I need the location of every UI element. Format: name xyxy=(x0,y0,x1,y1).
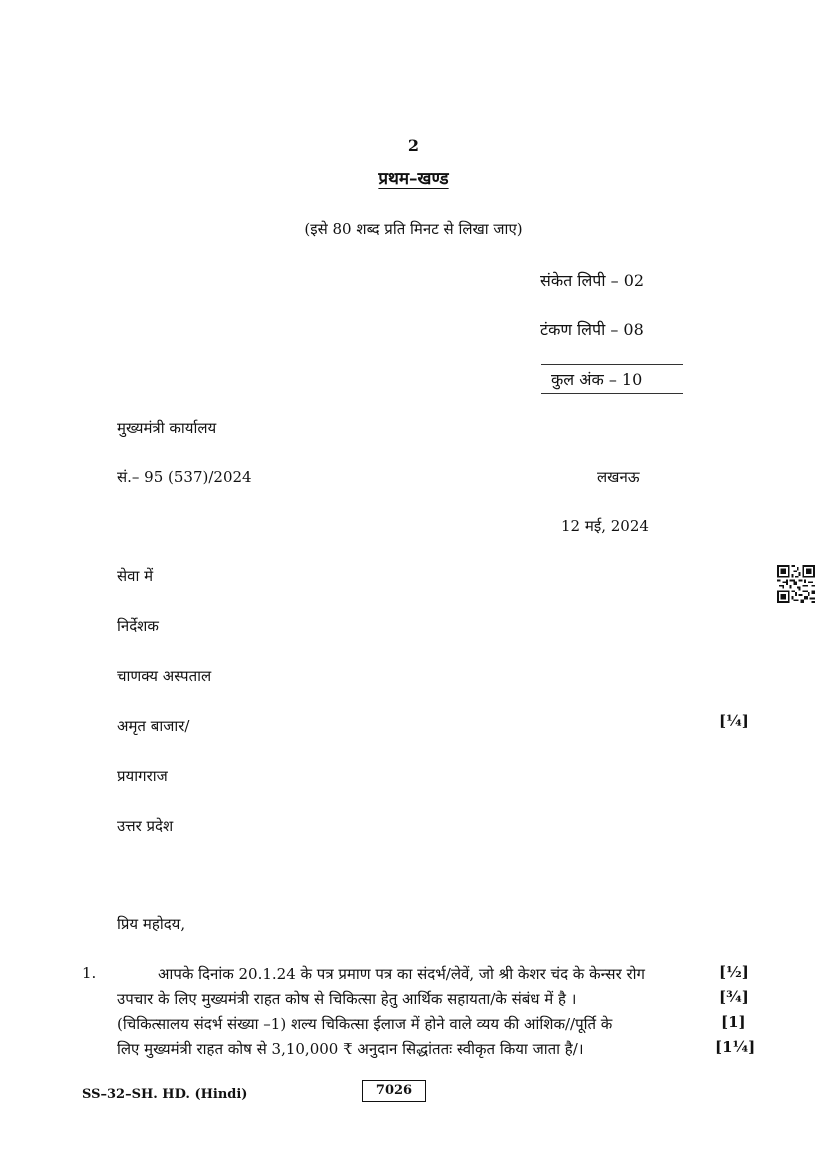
paragraph-line-4: लिए मुख्यमंत्री राहत कोष से 3,10,000 ₹ अनुदान सिद्धांततः स्वीकृत किया जाता है/। xyxy=(117,1040,584,1058)
total-marks: कुल अंक – 10 xyxy=(551,370,643,389)
salutation: प्रिय महोदय, xyxy=(117,915,186,933)
typing-marks: टंकण लिपी – 08 xyxy=(540,320,644,339)
recipient-line-1: निर्देशक xyxy=(117,617,159,635)
letter-date: 12 मई, 2024 xyxy=(561,517,649,535)
qr-code-icon xyxy=(777,565,815,603)
place: लखनऊ xyxy=(597,468,640,486)
paragraph-number: 1. xyxy=(82,964,97,982)
recipient-mark: [¼] xyxy=(719,712,749,730)
reference-number: सं.– 95 (537)/2024 xyxy=(117,468,252,486)
paragraph-mark-1: [½] xyxy=(719,963,749,981)
recipient-line-3: अमृत बाजार/ xyxy=(117,717,190,735)
marks-rule-top xyxy=(541,364,683,365)
marks-rule-bottom xyxy=(541,393,683,394)
to-line: सेवा में xyxy=(117,567,154,585)
paragraph-line-1: आपके दिनांक 20.1.24 के पत्र प्रमाण पत्र का संदर्भ/लेवें, जो श्री केशर चंद के केन्सर रोग xyxy=(158,965,645,983)
paper-number-box: 7026 xyxy=(362,1080,426,1102)
shorthand-marks: संकेत लिपी – 02 xyxy=(540,271,645,290)
paragraph-line-3: (चिकित्सालय संदर्भ संख्या –1) शल्य चिकित्सा ईलाज में होने वाले व्यय की आंशिक//पूर्ति के xyxy=(117,1015,613,1033)
paragraph-mark-3: [1] xyxy=(721,1013,746,1031)
section-title-text: प्रथम–खण्ड xyxy=(378,169,449,189)
section-title xyxy=(0,166,827,189)
recipient-line-5: उत्तर प्रदेश xyxy=(117,817,174,835)
recipient-line-4: प्रयागराज xyxy=(117,767,168,785)
paragraph-mark-2: [¾] xyxy=(719,988,749,1006)
paragraph-mark-4: [1¼] xyxy=(715,1038,756,1056)
page-number: 2 xyxy=(407,136,420,155)
paper-code: SS–32–SH. HD. (Hindi) xyxy=(82,1087,248,1102)
paragraph-line-2: उपचार के लिए मुख्यमंत्री राहत कोष से चिकित्सा हेतु आर्थिक सहायता/के संबंध में है । xyxy=(117,990,577,1008)
recipient-line-2: चाणक्य अस्पताल xyxy=(117,667,212,685)
speed-instruction: (इसे 80 शब्द प्रति मिनट से लिखा जाए) xyxy=(304,220,523,238)
office-name: मुख्यमंत्री कार्यालय xyxy=(117,419,217,437)
